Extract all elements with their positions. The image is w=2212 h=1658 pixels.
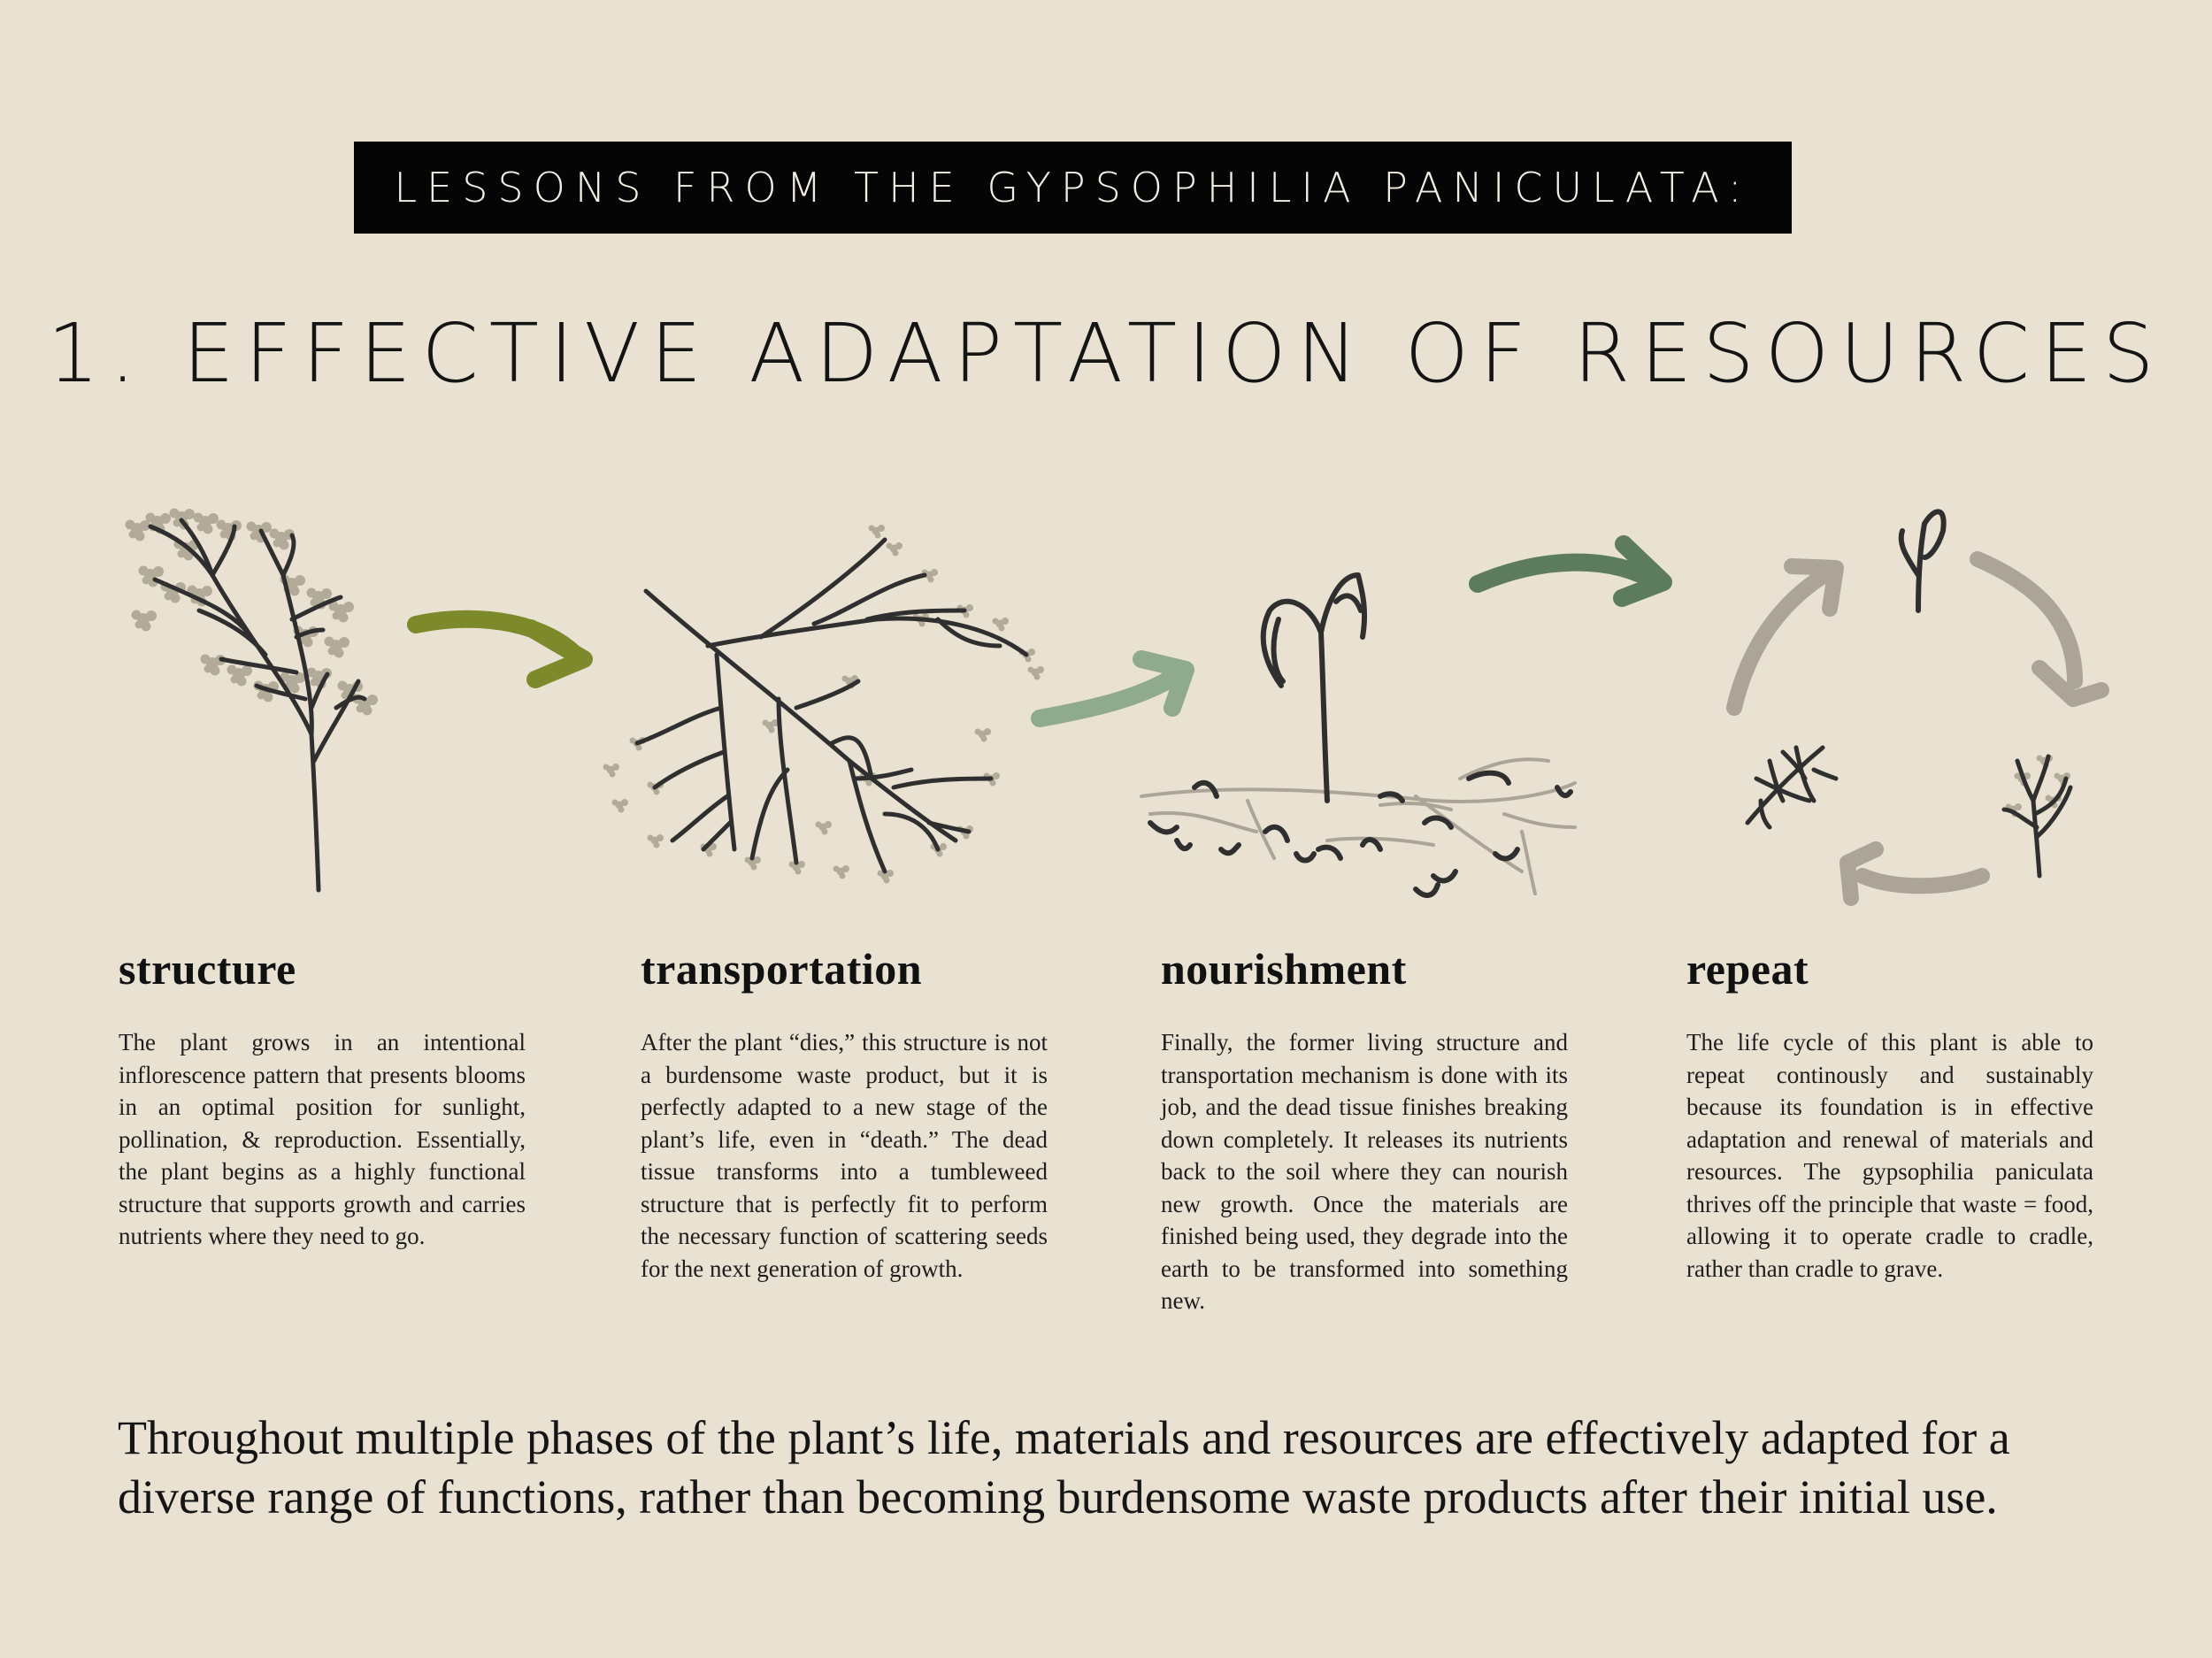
stage-heading: transportation [641, 944, 923, 994]
stage-repeat [1686, 938, 2093, 1285]
stage-description: The plant grows in an intentional inflorescence pattern that presents blooms in an optimal position for sunlight, pollination, & reproduction. Essentially, the plant begins as a highly functional structure that supports growth and carries nutrients where they need to go. [119, 1029, 526, 1249]
conclusion-text: Throughout multiple phases of the plant’s life, materials and resources are effectively adapted for a diverse range of functions, rather than becoming burdensome waste products after their initial use. [118, 1411, 2010, 1524]
flowering-plant-icon [126, 509, 379, 891]
stage-heading: structure [119, 944, 296, 994]
series-banner [354, 142, 1792, 234]
arrow-icon [1040, 659, 1186, 718]
stage-description: Finally, the former living structure and transportation mechanism is done with its job, and the dead tissue finishes breaking down completely. It releases its nutrients back to the soil where they can nourish new growth. Once the materials are finished being used, they degrade into the earth to be transformed into something new. [1161, 1029, 1568, 1314]
stage-transportation [641, 938, 1048, 1285]
stage-description: After the plant “dies,” this structure is not a burdensome waste product, but it is perfectly adapted to a new stage of the plant’s life, even in “death.” The dead tissue transforms into a tumbleweed structure that is perfectly fit to perform the necessary function of scattering seeds for the next generation of growth. [641, 1029, 1048, 1282]
page-title: 1. EFFECTIVE ADAPTATION OF RESOURCES [47, 306, 2165, 401]
stage-nourishment [1161, 938, 1568, 1317]
stage-description: The life cycle of this plant is able to repeat continously and sustainably because its foundation is in effective adaptation and renewal of materials and resources. The gypsophilia paniculata thrives off the principle that waste = food, allowing it to operate cradle to cradle, rather than cradle to grave. [1686, 1029, 2093, 1282]
stage-heading: repeat [1686, 944, 1809, 994]
life-cycle-illustration [0, 478, 2212, 938]
life-cycle-icon [1734, 511, 2101, 898]
banner-text: LESSONS FROM THE GYPSOPHILIA PANICULATA: [394, 164, 1752, 211]
arrow-icon [1478, 544, 1663, 598]
tumbleweed-icon [603, 525, 1045, 884]
stage-structure [119, 938, 526, 1253]
stage-heading: nourishment [1161, 944, 1407, 994]
sprout-soil-icon [1141, 575, 1575, 895]
arrow-icon [416, 619, 584, 679]
